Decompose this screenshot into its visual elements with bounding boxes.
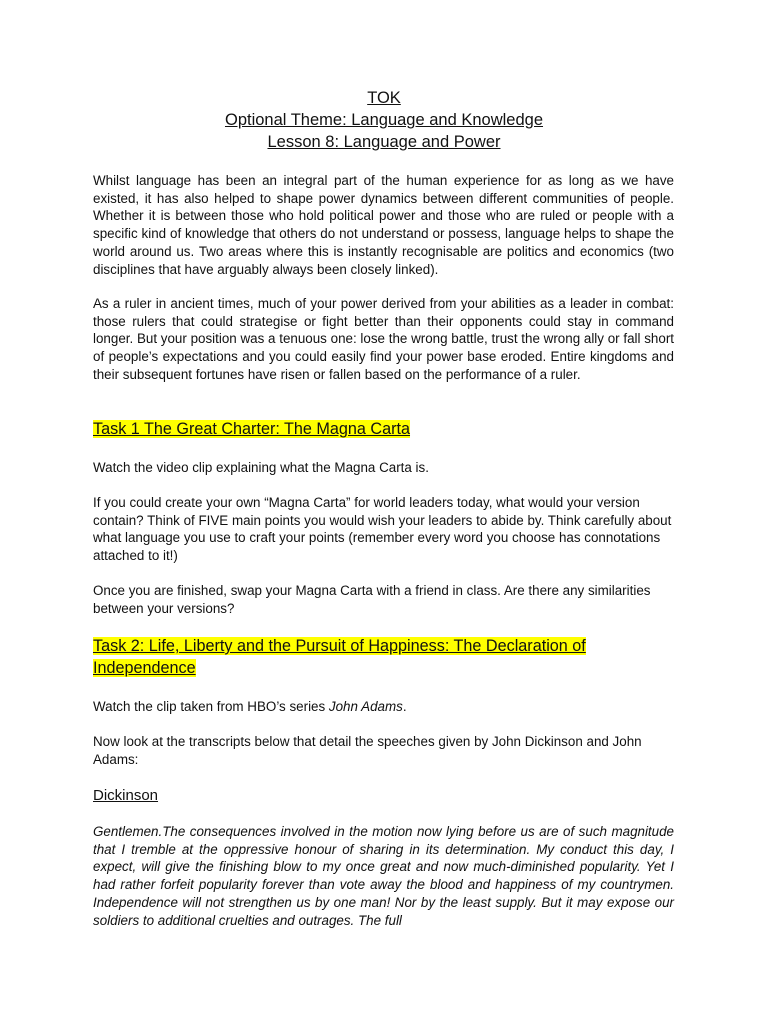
task1-paragraph-1: Watch the video clip explaining what the Magna Carta is.: [93, 460, 429, 475]
task2-heading: [93, 635, 674, 679]
intro-paragraph-2: As a ruler in ancient times, much of your power derived from your abilities as a leader in combat: those rulers that could strategise or fight better than their opponents could stay in command longer. But your position was a tenuous one: lose the wrong battle, trust the wrong ally or fall short of people’s expectations and you could easily find your power base eroded. Entire kingdoms and their subsequent fortunes have risen or fallen based on the performance of a ruler.: [93, 296, 674, 382]
task2-p1-prefix: Watch the clip taken from HBO’s series: [93, 699, 329, 714]
intro-paragraph-1: Whilst language has been an integral part of the human experience for as long as we have existed, it has also helped to shape power dynamics between different communities of people. Whether it is between those who hold political power and those who are ruled or people with a specific kind of knowledge that others do not understand or possess, language helps to shape the world around us. Two areas where this is instantly recognisable are politics and economics (two disciplines that have arguably always been closely linked).: [93, 173, 674, 277]
task2-title-line1: Task 2: Life, Liberty and the Pursuit of Happiness: The Declaration of: [93, 637, 586, 655]
header-lesson: Lesson 8: Language and Power: [267, 133, 501, 151]
task1-title: Task 1 The Great Charter: The Magna Carta: [93, 420, 411, 438]
task1-paragraph-3: Once you are finished, swap your Magna Carta with a friend in class. Are there any similarities between your versions?: [93, 583, 651, 616]
header-course: TOK: [367, 89, 401, 107]
document-header: [0, 87, 768, 153]
task1-heading: [93, 418, 674, 440]
task1-paragraph-2: If you could create your own “Magna Carta” for world leaders today, what would your version contain? Think of FIVE main points you would wish your leaders to abide by. Think carefully about what language you use to craft your points (remember every word you choose has connotations attached to it!): [93, 495, 672, 564]
task2-paragraph-1: [93, 698, 674, 716]
dickinson-quote: Gentlemen.The consequences involved in the motion now lying before us are of such magnitude that I tremble at the oppressive honour of sharing in its determination. My conduct this day, I expect, will give the finishing blow to my once great and now much-diminished popularity. Yet I had rather forfeit popularity forever than vote away the blood and happiness of my countrymen. Independence will not strengthen us by one man! Nor by the least supply. But it may expose our soldiers to additional cruelties and outrages. The full: [93, 824, 674, 928]
task2-paragraph-2: Now look at the transcripts below that detail the speeches given by John Dickinson and John Adams:: [93, 734, 642, 767]
task2-title-line2: Independence: [93, 659, 196, 677]
task2-p1-suffix: .: [402, 699, 407, 714]
dickinson-subheading: Dickinson: [93, 787, 159, 804]
series-title: John Adams: [328, 699, 403, 714]
header-theme: Optional Theme: Language and Knowledge: [224, 111, 544, 129]
